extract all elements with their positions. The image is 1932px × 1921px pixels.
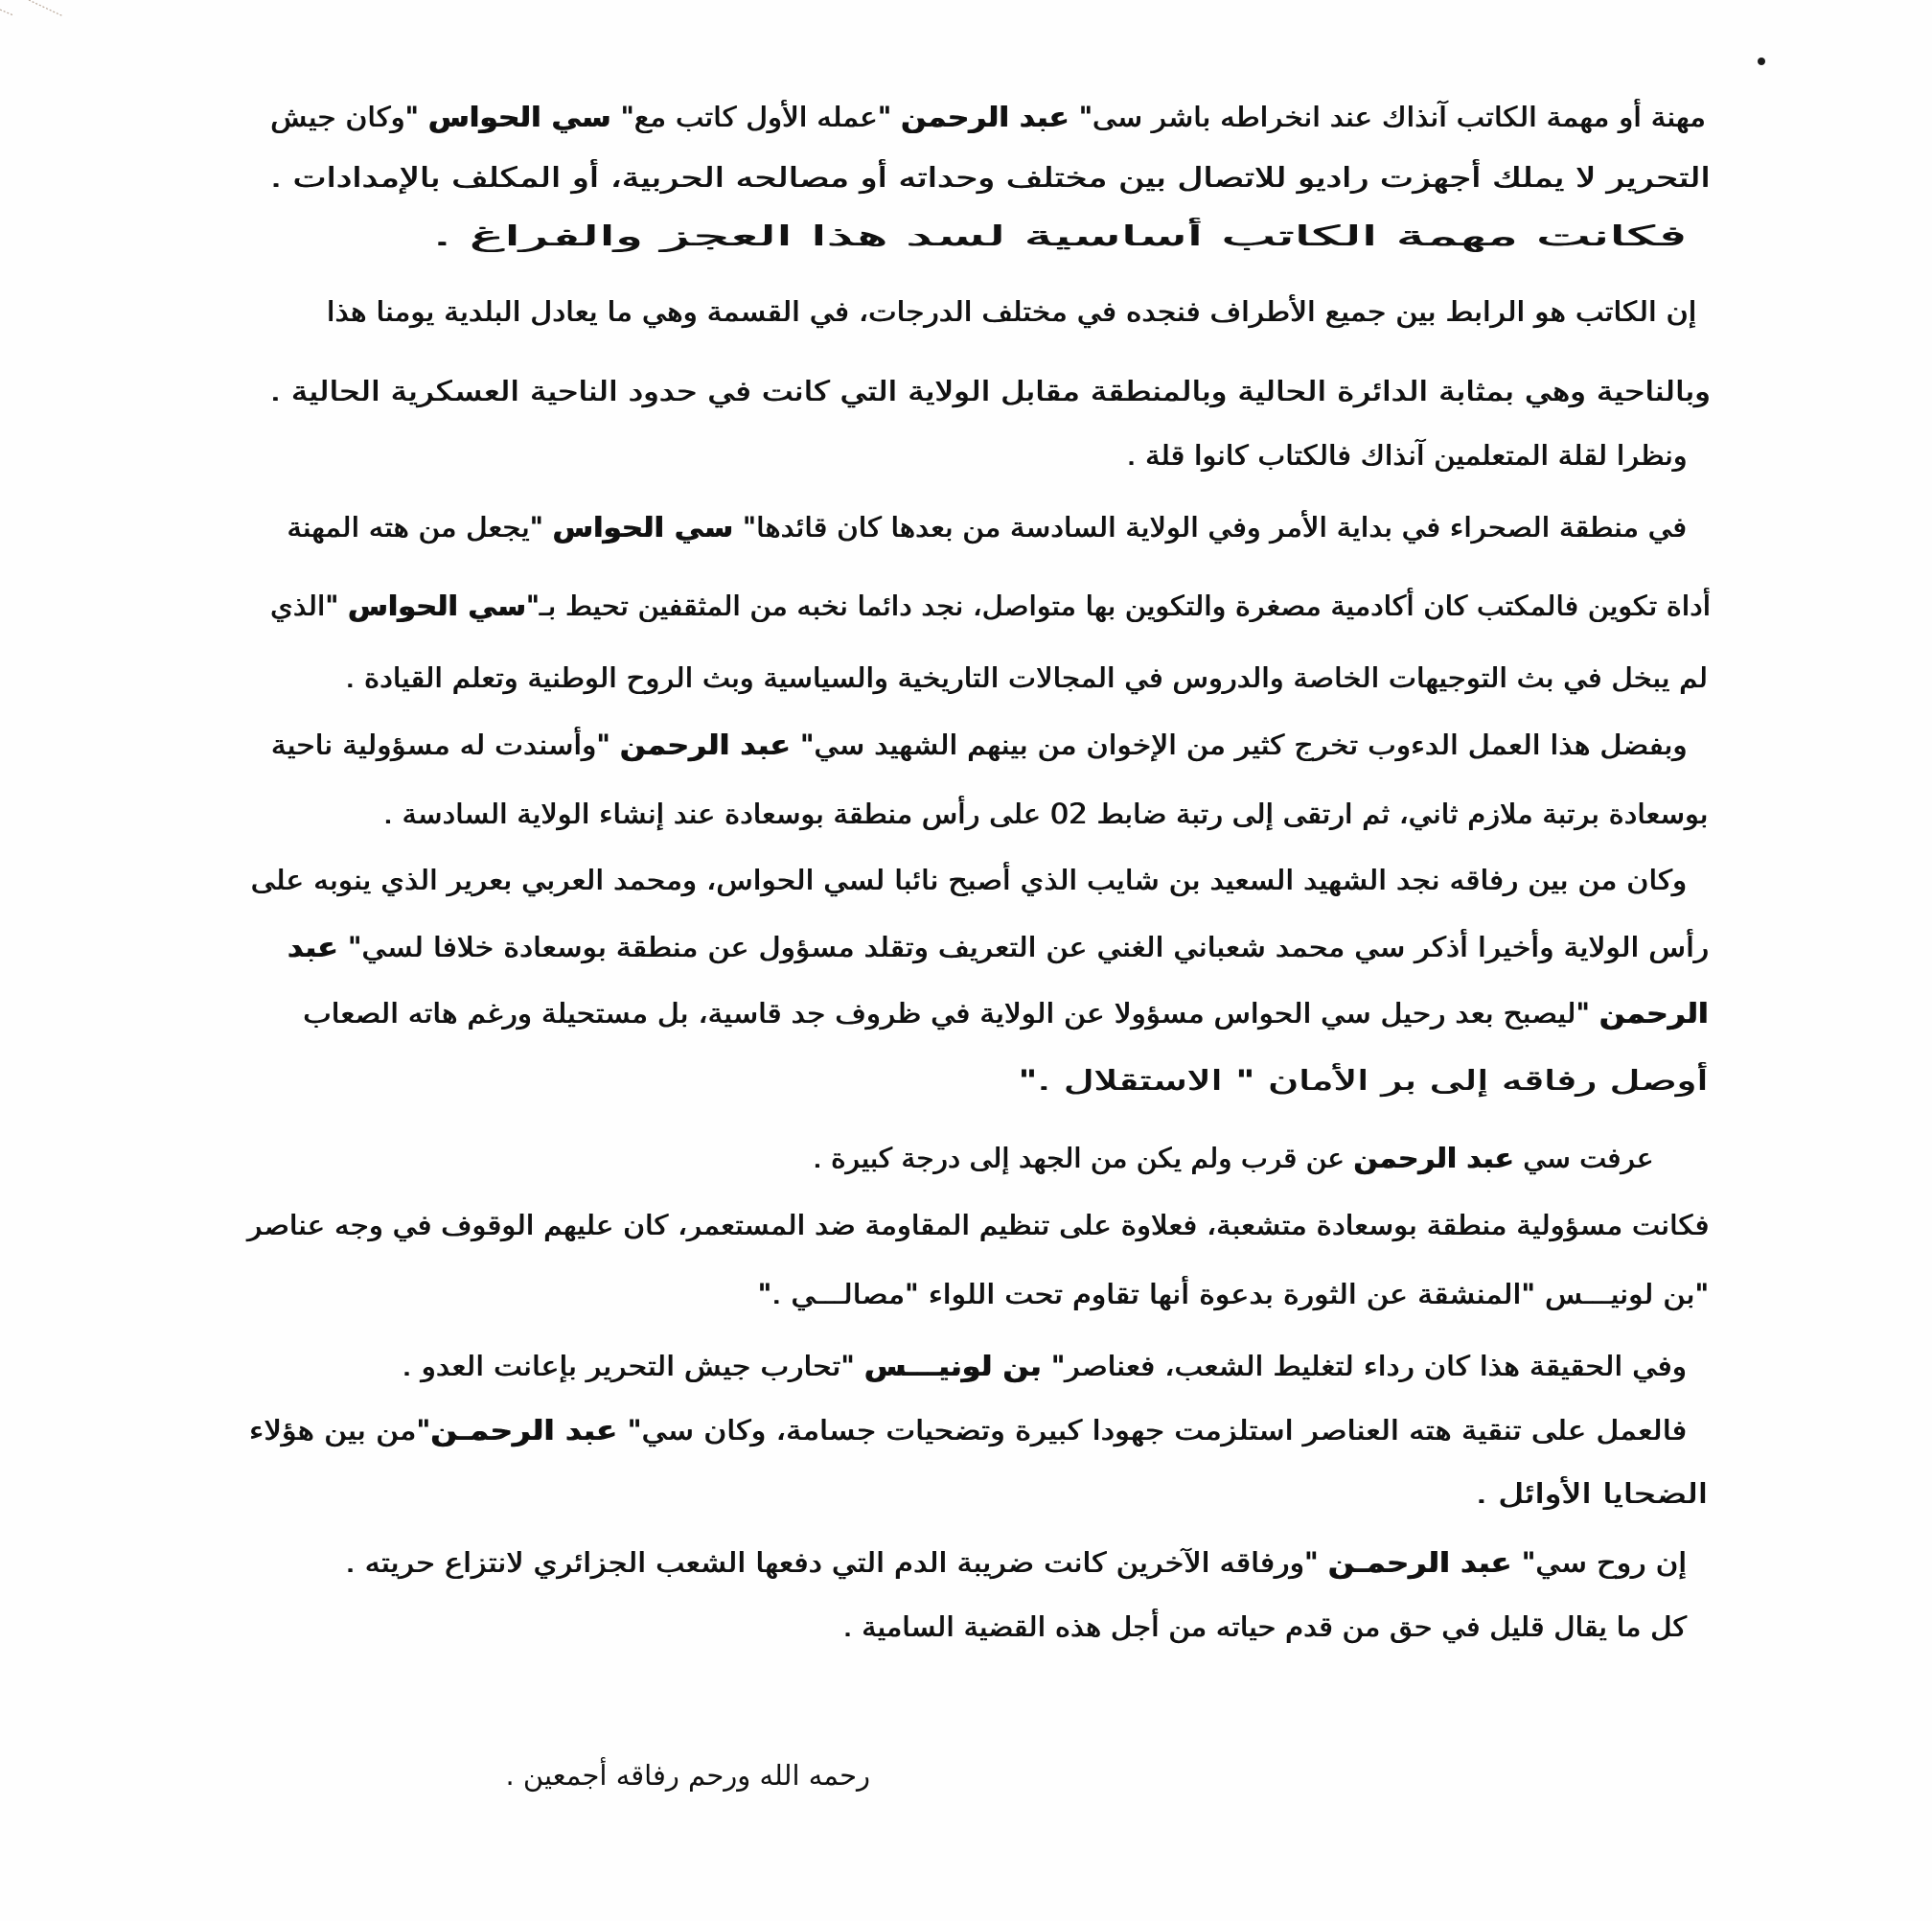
bold-name: بن لونيـــس [863,1350,1042,1382]
text-line [251,861,1687,899]
text-segment: فكانت مهمة الكاتب أساسية لسد هذا العجز والفراغ . [432,220,1687,252]
text-line [1126,436,1687,474]
text-segment: ونظرا لقلة المتعلمين آنذاك فالكتاب كانوا قلة . [1126,439,1687,472]
text-line [813,1139,1653,1177]
text-segment: رأس الولاية وأخيرا أذكر سي محمد شعباني الغني عن التعريف وتقلد مسؤول عن منطقة بوسعادة خلافا لسي" [337,931,1709,963]
text-line [402,1347,1687,1385]
closing-prayer: رحمه الله ورحم رفاقه أجمعين . [505,1759,870,1792]
text-line [288,928,1709,966]
text-line [270,158,1711,197]
bold-name: سي الحواس [552,511,734,544]
text-line [287,508,1687,546]
text-segment: كل ما يقال قليل في حق من قدم حياته من أجل هذه القضية السامية . [842,1610,1687,1643]
text-line [270,98,1706,136]
bold-name: عبد الرحمن [1352,1142,1514,1174]
text-line [1018,1061,1708,1099]
bold-name: سي الحواس [427,101,611,133]
text-segment: "وكان جيش [270,101,428,133]
text-line [326,292,1696,331]
bold-name: عبد الرحمن [901,101,1070,133]
text-segment: مهنة أو مهمة الكاتب آنذاك عند انخراطه باشر سى" [1069,101,1706,133]
text-segment: عرفت سي [1513,1142,1653,1174]
text-segment: فكانت مسؤولية منطقة بوسعادة متشعبة، فعلاوة على تنظيم المقاومة ضد المستعمر، كان عليهم الوقوف في وجه عناصر [246,1209,1709,1241]
text-segment: وكان من بين رفاقه نجد الشهيد السعيد بن شايب الذي أصبح نائبا لسي الحواس، ومحمد العربي بعرير الذي ينوبه على [250,864,1687,896]
text-segment: بوسعادة برتبة ملازم ثاني، ثم ارتقى إلى رتبة ضابط 02 على رأس منطقة بوسعادة عند إنشاء الولاية السادسة . [382,798,1708,830]
text-segment: "وأسندت له مسؤولية ناحية [270,729,620,761]
text-line [757,1275,1709,1313]
text-line [249,1411,1687,1449]
text-segment: في منطقة الصحراء في بداية الأمر وفي الولاية السادسة من بعدها كان قائدها" [733,511,1687,544]
bold-name: سي الحواس [347,590,526,622]
text-segment: "يجعل من هته المهنة [287,511,553,544]
text-segment: "الذي [269,590,348,622]
bold-name: عبد الرحمـن [1327,1546,1512,1579]
text-segment: إن الكاتب هو الرابط بين جميع الأطراف فنجده في مختلف الدرجات، في القسمة وهي ما يعادل البلدية يومنا هذا [326,295,1696,328]
text-segment: لم يبخل في بث التوجيهات الخاصة والدروس في المجالات التاريخية والسياسية وبث الروح الوطنية وتعلم القيادة . [345,661,1708,694]
text-segment: "ليصبح بعد رحيل سي الحواس مسؤولا عن الولاية في ظروف جد قاسية، بل مستحيلة ورغم هاته الصعاب [303,997,1600,1030]
text-line [345,659,1708,697]
text-line [270,726,1687,764]
text-segment: "بن لونيـــس "المنشقة عن الثورة بدعوة أنها تقاوم تحت اللواء "مصالـــي ." [757,1278,1709,1310]
text-line [304,994,1709,1032]
text-segment: الضحايا الأوائل . [1475,1477,1708,1510]
text-segment: أداة تكوين فالمكتب كان أكادمية مصغرة والتكوين بها متواصل، نجد دائما نخبه من المثقفين تحيط بـ" [525,590,1711,622]
bold-name: عبد الرحمن [619,729,791,761]
text-line [270,372,1711,410]
text-line [843,1608,1687,1646]
text-line [345,1543,1687,1582]
text-line [270,587,1711,625]
text-line [383,795,1708,833]
text-line [433,217,1687,255]
bold-name: عبد [287,931,338,963]
text-segment: "تحارب جيش التحرير بإعانت العدو . [402,1350,864,1382]
text-line [247,1206,1709,1244]
text-segment: "ورفاقه الآخرين كانت ضريبة الدم التي دفعها الشعب الجزائري لانتزاع حريته . [345,1546,1328,1579]
text-segment: "عمله الأول كاتب مع" [610,101,902,133]
text-line [1476,1474,1708,1513]
text-segment: فالعمل على تنقية هته العناصر استلزمت جهودا كبيرة وتضحيات جسامة، وكان سي" [617,1414,1687,1447]
text-segment: "من بين هؤلاء [248,1414,431,1447]
text-segment: عن قرب ولم يكن من الجهد إلى درجة كبيرة . [812,1142,1353,1174]
text-segment: إن روح سي" [1511,1546,1687,1579]
text-segment: وفي الحقيقة هذا كان رداء لتغليط الشعب، فعناصر" [1041,1350,1687,1382]
text-segment: وبالناحية وهي بمثابة الدائرة الحالية وبالمنطقة مقابل الولاية التي كانت في حدود الناحية العسكرية الحالية . [269,375,1711,407]
bold-name: الرحمن [1599,997,1709,1030]
bold-name: عبد الرحمـن [430,1414,618,1447]
text-segment: أوصل رفاقه إلى بر الأمان " الاستقلال ." [1018,1064,1708,1097]
text-segment: وبفضل هذا العمل الدءوب تخرج كثير من الإخوان من بينهم الشهيد سي" [790,729,1687,761]
text-segment: التحرير لا يملك أجهزت راديو للاتصال بين مختلف وحداته أو مصالحه الحربية، أو المكلف بالإمدادات . [270,161,1711,194]
